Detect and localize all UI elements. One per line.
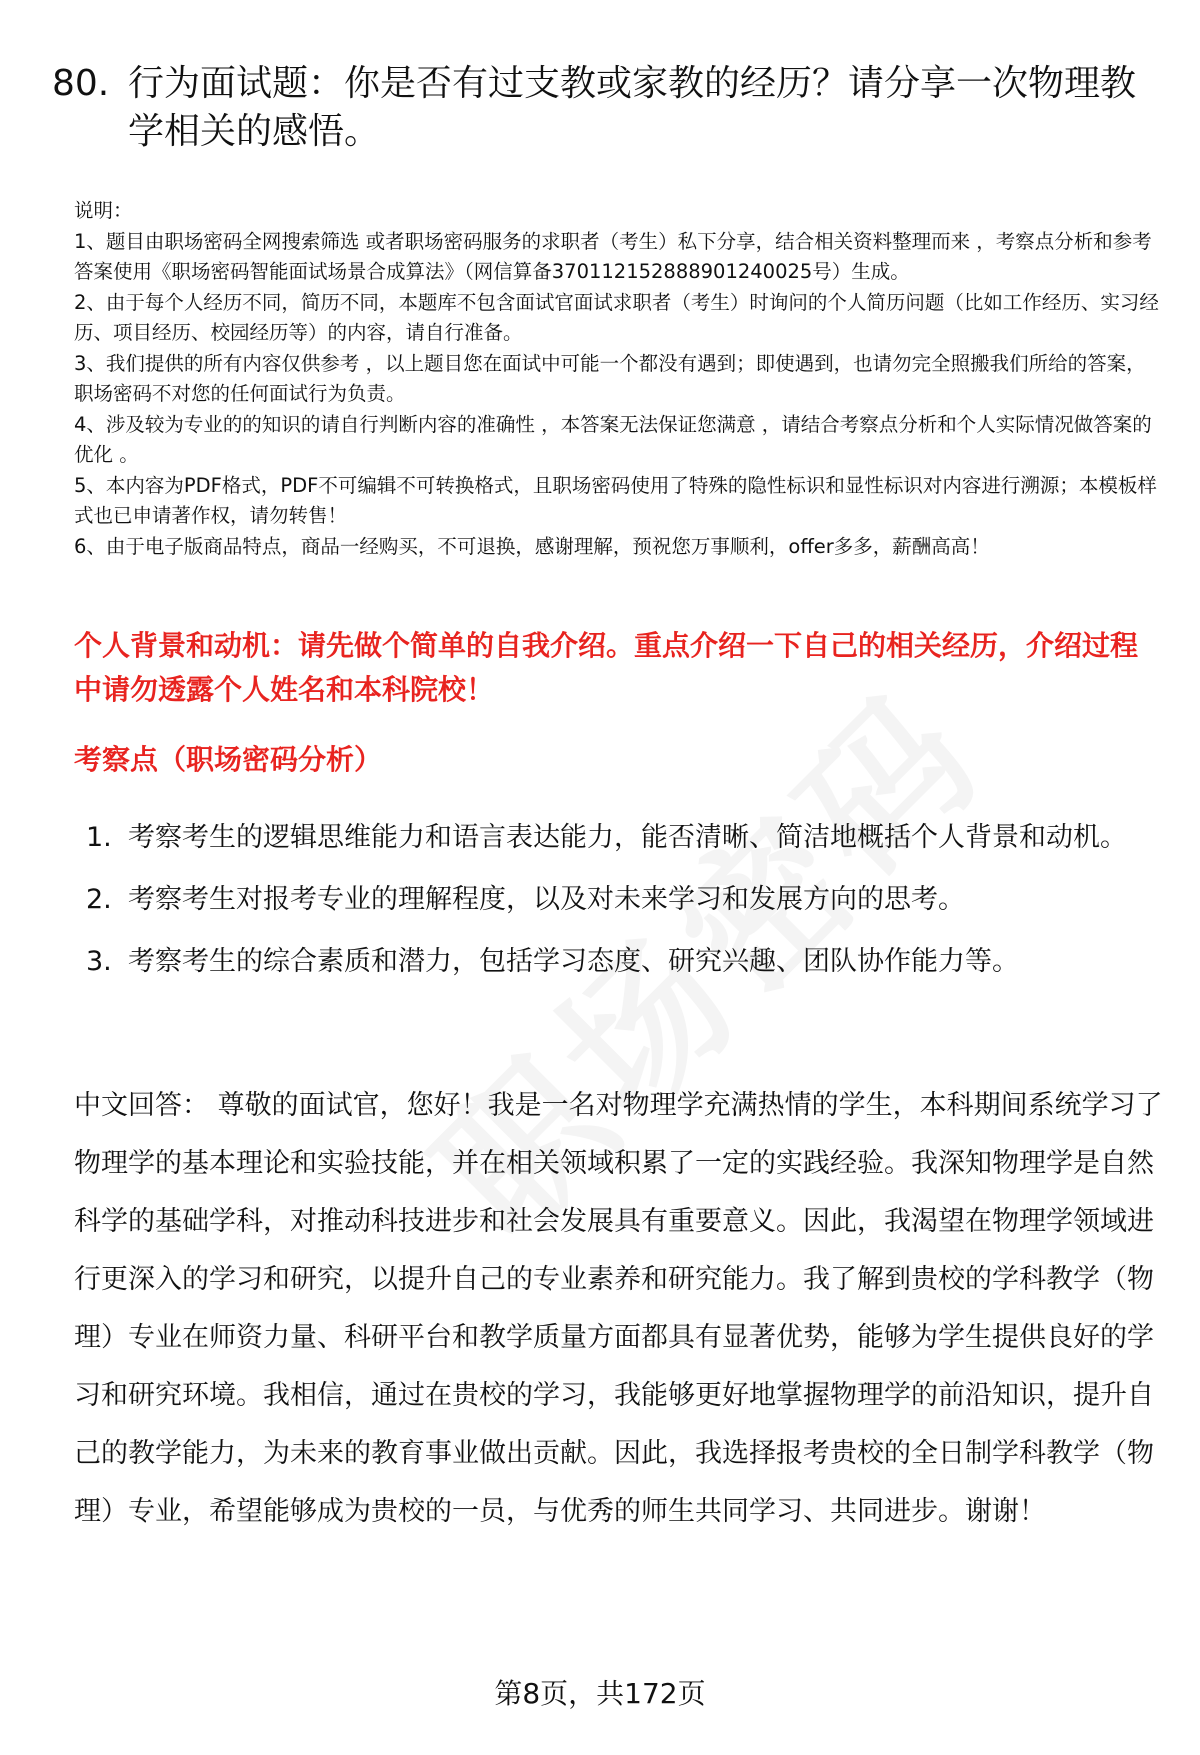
list-item-index: 3.: [86, 946, 112, 977]
note-item: 4、涉及较为专业的的知识的请自行判断内容的准确性 ，本答案无法保证您满意 ，请结合考察点分析和个人实际情况做答案的优化 。: [74, 412, 1152, 466]
list-item-text: 考察考生对报考专业的理解程度，以及对未来学习和发展方向的思考。: [128, 884, 965, 915]
notes-block: [74, 196, 1164, 562]
list-item-text: 考察考生的综合素质和潜力，包括学习态度、研究兴趣、团队协作能力等。: [128, 946, 1019, 977]
list-item-index: 2.: [86, 884, 112, 915]
note-item: 5、本内容为PDF格式，PDF不可编辑不可转换格式，且职场密码使用了特殊的隐性标识和显性标识对内容进行溯源；本模板样式也已申请著作权，请勿转售！: [74, 473, 1157, 527]
question-title: [52, 60, 1152, 156]
note-item: 2、由于每个人经历不同，简历不同，本题库不包含面试官面试求职者（考生）时询问的个人简历问题（比如工作经历、实习经历、项目经历、校园经历等）的内容，请自行准备。: [74, 290, 1159, 344]
list-item: [74, 872, 1164, 927]
question-number: 80.: [52, 63, 110, 104]
page-footer: 第8页，共172页: [494, 1677, 706, 1710]
question-text: 行为面试题：你是否有过支教或家教的经历？请分享一次物理教学相关的感悟。: [128, 63, 1137, 152]
answer-paragraph: 中文回答： 尊敬的面试官，您好！我是一名对物理学充满热情的学生，本科期间系统学习了物理学的基本理论和实验技能，并在相关领域积累了一定的实践经验。我深知物理学是自然科学的基础学科，对推动科技进步和社会发展具有重要意义。因此，我渴望在物理学领域进行更深入的学习和研究，以提升自己的专业素养和研究能力。我了解到贵校的学科教学（物理）专业在师资力量、科研平台和教学质量方面都具有显著优势，能够为学生提供良好的学习和研究环境。我相信，通过在贵校的学习，我能够更好地掌握物理学的前沿知识，提升自己的教学能力，为未来的教育事业做出贡献。因此，我选择报考贵校的全日制学科教学（物理）专业，希望能够成为贵校的一员，与优秀的师生共同学习、共同进步。谢谢！: [74, 1090, 1163, 1527]
notes-label: 说明：: [74, 199, 133, 222]
note-item: 6、由于电子版商品特点，商品一经购买，不可退换，感谢理解，预祝您万事顺利，offer多多，薪酬高高！: [74, 534, 990, 558]
section-subheading: 考察点（职场密码分析）: [74, 743, 383, 776]
list-item: [74, 810, 1164, 865]
list-item-index: 1.: [86, 822, 112, 853]
list-item: [74, 934, 1164, 989]
assessment-points-list: [74, 810, 1164, 996]
note-item: 3、我们提供的所有内容仅供参考 ，以上题目您在面试中可能一个都没有遇到；即使遇到，也请勿完全照搬我们所给的答案，职场密码不对您的任何面试行为负责。: [74, 351, 1146, 405]
list-item-text: 考察考生的逻辑思维能力和语言表达能力，能否清晰、简洁地概括个人背景和动机。: [128, 822, 1127, 853]
note-item: 1、题目由职场密码全网搜索筛选 或者职场密码服务的求职者（考生）私下分享，结合相关资料整理而来 ，考察点分析和参考答案使用《职场密码智能面试场景合成算法》（网信算备370112152888901240025号）生成。: [74, 229, 1152, 283]
section-heading: 个人背景和动机：请先做个简单的自我介绍。重点介绍一下自己的相关经历，介绍过程中请勿透露个人姓名和本科院校！: [74, 629, 1139, 706]
